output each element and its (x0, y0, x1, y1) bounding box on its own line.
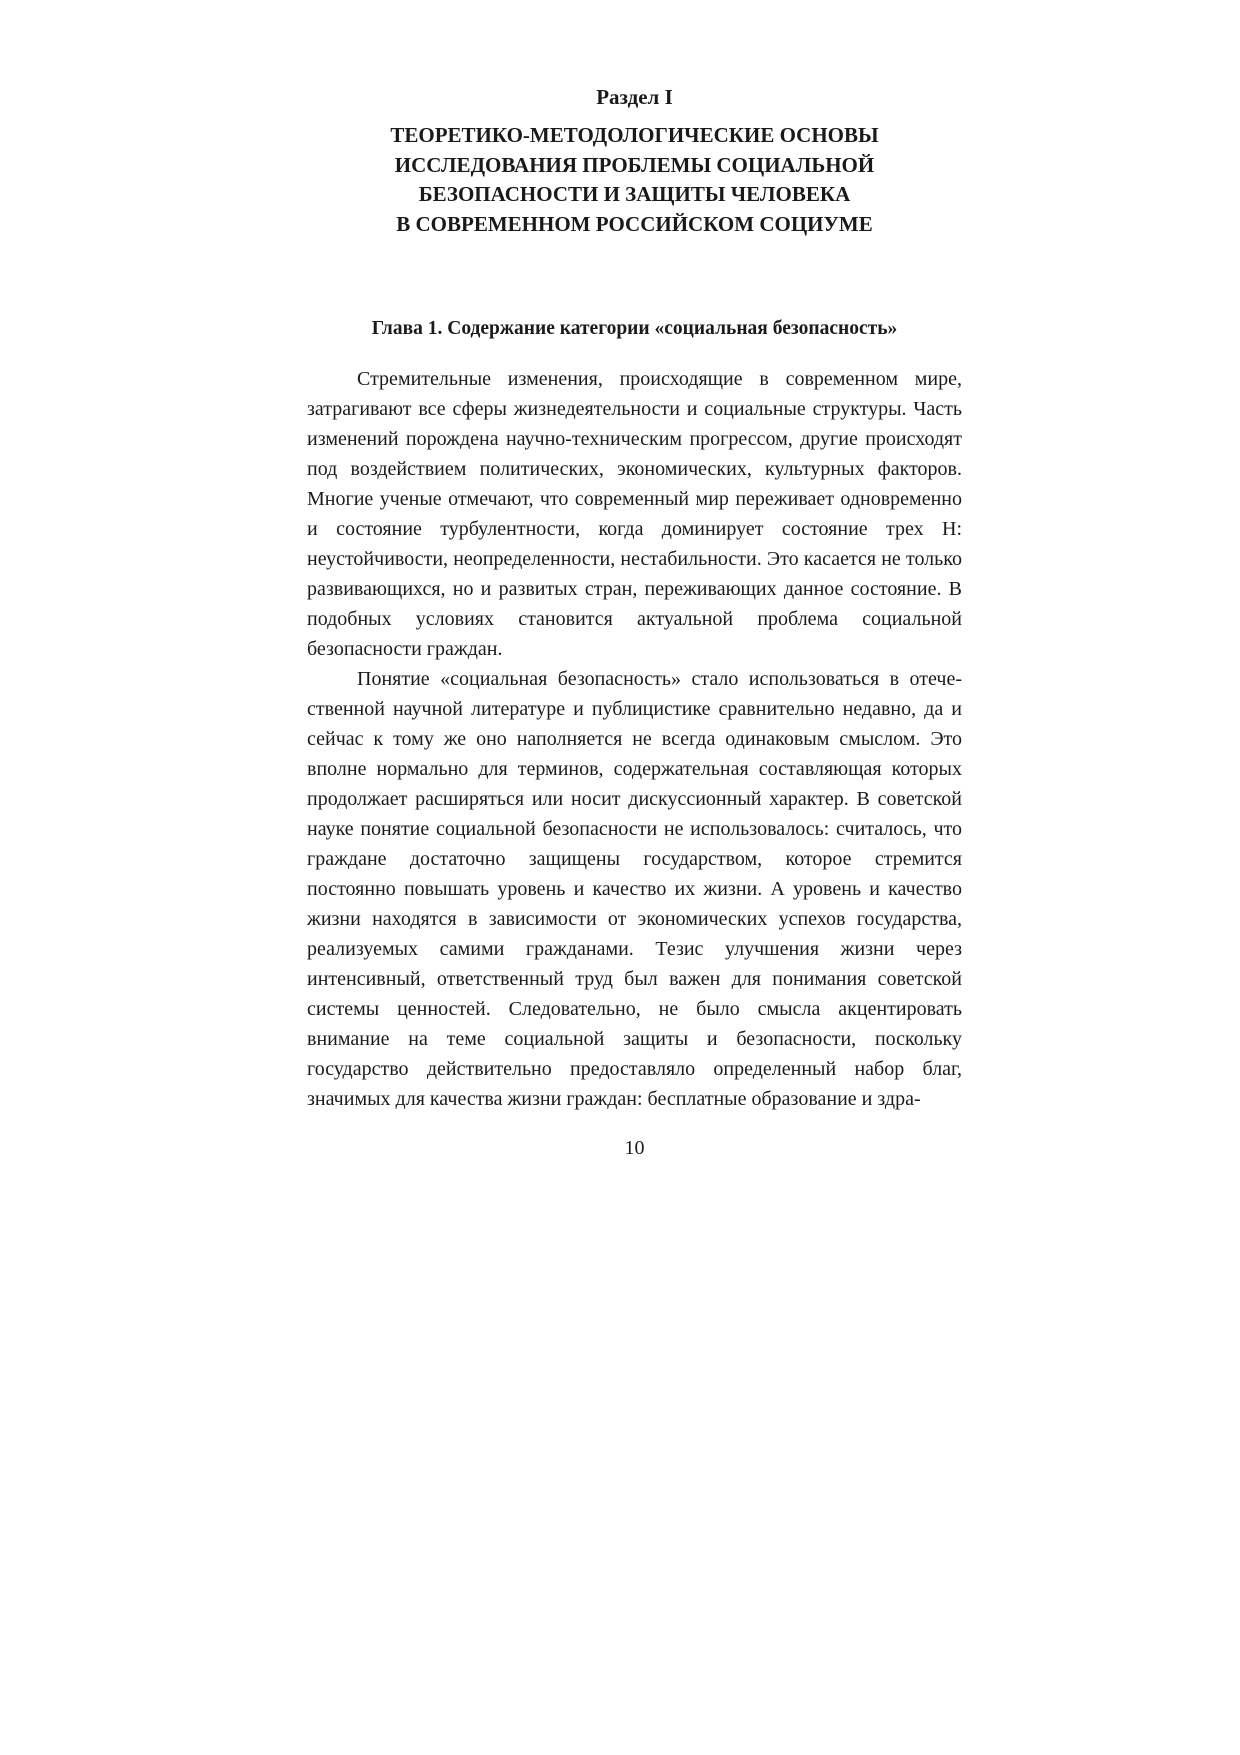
section-title (307, 121, 962, 239)
paragraph: Понятие «социальная безопасность» стало использоваться в отечественной научной литературе и публицистике сравнительно недавно, да и сейчас к тому же оно наполняется не всегда одинаковым смыслом. Это вполне нормально для терминов, содержательная составляющая которых продолжает расширяться или носит дискуссионный характер. В советской науке понятие социальной безопасности не использовалось: считалось, что граждане достаточно защищены государством, которое стремится постоянно повышать уровень и качество их жизни. А уровень и качество жизни находятся в зависимости от экономических успехов государства, реализуемых самими гражданами. Тезис улучшения жизни через интенсивный, ответственный труд был важен для понимания советской системы ценностей. Следовательно, не было смысла акцентировать внимание на теме социальной защиты и безопасности, поскольку государство действительно предоставляло определенный набор благ, значимых для качества жизни граждан: бесплатные образование и здра- (307, 668, 962, 1110)
section-title-line: ИССЛЕДОВАНИЯ ПРОБЛЕМЫ СОЦИАЛЬНОЙ (394, 152, 875, 177)
section-label: Раздел I (596, 85, 673, 109)
section-title-line: ТЕОРЕТИКО-МЕТОДОЛОГИЧЕСКИЕ ОСНОВЫ (390, 123, 879, 147)
page-number: 10 (624, 1137, 645, 1159)
section-title-line: БЕЗОПАСНОСТИ И ЗАЩИТЫ ЧЕЛОВЕКА (418, 182, 851, 206)
body-text (307, 364, 962, 1114)
paragraph: Стремительные изменения, происходящие в современном мире, затрагивают все сферы жизнедеятельности и социальные структуры. Часть изменений порождена научно-техническим прогрессом, другие происходят под воздействием политических, экономических, культурных факторов. Многие ученые отмечают, что современный мир переживает одновременно и состояние турбулентности, когда доминирует состояние трех Н: неустойчивости, неопределенности, нестабильности. Это касается не только развивающихся, но и развитых стран, переживающих данное состояние. В подобных условиях становится актуальной проблема социальной безопасности граждан. (307, 368, 962, 660)
section-title-line: В СОВРЕМЕННОМ РОССИЙСКОМ СОЦИУМЕ (396, 211, 873, 236)
chapter-title: Глава 1. Содержание категории «социальная безопасность» (371, 318, 898, 339)
